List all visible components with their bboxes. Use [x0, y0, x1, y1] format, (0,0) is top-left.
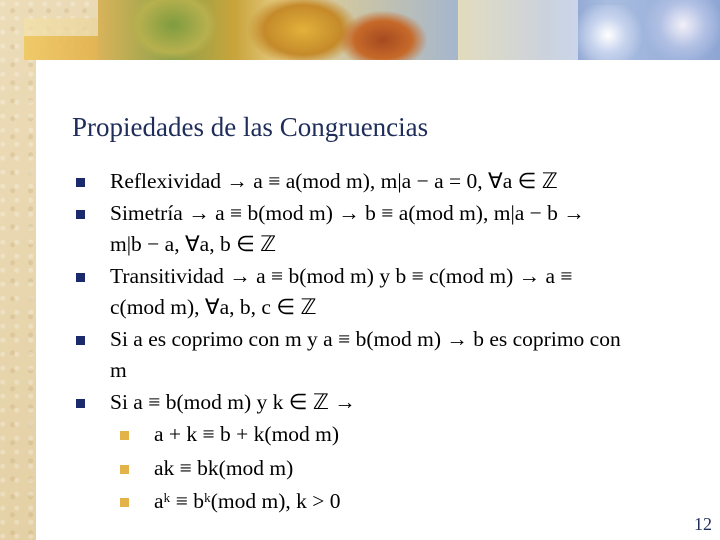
bullet-line: m|b − a, ∀a, b ∈ ℤ [110, 232, 277, 256]
bullet-line: m [110, 358, 127, 382]
square-bullet-icon [120, 431, 129, 440]
sub-bullet-item [72, 452, 712, 486]
bullet-item-simetria [72, 198, 712, 260]
sub-bullet-item [72, 485, 712, 519]
slide-title: Propiedades de las Congruencias [72, 112, 429, 142]
bullet-line: Si a es coprimo con m y a ≡ b(mod m) → b es coprimo con [110, 327, 621, 351]
square-bullet-icon [76, 336, 85, 345]
square-bullet-icon [76, 273, 85, 282]
decorative-banner-image [98, 0, 720, 60]
square-bullet-icon [76, 178, 85, 187]
square-bullet-icon [120, 465, 129, 474]
page-number: 12 [694, 514, 712, 534]
bullet-item-reflexividad [72, 166, 712, 197]
sub-bullet-text: a + k ≡ b + k(mod m) [154, 422, 340, 446]
bullet-line: Reflexividad → a ≡ a(mod m), m|a − a = 0, ∀a ∈ ℤ [110, 169, 558, 193]
decorative-banner-strip [24, 18, 98, 36]
leaf-decoration [338, 10, 428, 60]
square-bullet-icon [76, 399, 85, 408]
square-bullet-icon [76, 210, 85, 219]
bullet-line: c(mod m), ∀a, b, c ∈ ℤ [110, 295, 317, 319]
square-bullet-icon [120, 498, 129, 507]
sub-bullet-text: ak ≡ bk(mod m) [154, 455, 294, 480]
bullet-item-si-congruente [72, 387, 712, 418]
leaf-decoration [128, 0, 218, 60]
bullet-line: Simetría → a ≡ b(mod m) → b ≡ a(mod m), m|a − b → [110, 201, 585, 225]
bullet-item-transitividad [72, 261, 712, 323]
flower-decoration [568, 5, 648, 60]
bullet-item-coprimo [72, 324, 712, 386]
bullet-list [72, 166, 712, 519]
bullet-line: Transitividad → a ≡ b(mod m) y b ≡ c(mod m) → a ≡ [110, 264, 573, 288]
banner-stripe [458, 0, 578, 60]
bullet-line: Si a ≡ b(mod m) y k ∈ ℤ → [110, 390, 356, 414]
sub-bullet-item [72, 418, 712, 452]
decorative-banner-left [24, 36, 98, 60]
sub-bullet-text: aᵏ ≡ bᵏ(mod m), k > 0 [154, 489, 341, 513]
flower-decoration [638, 0, 720, 60]
